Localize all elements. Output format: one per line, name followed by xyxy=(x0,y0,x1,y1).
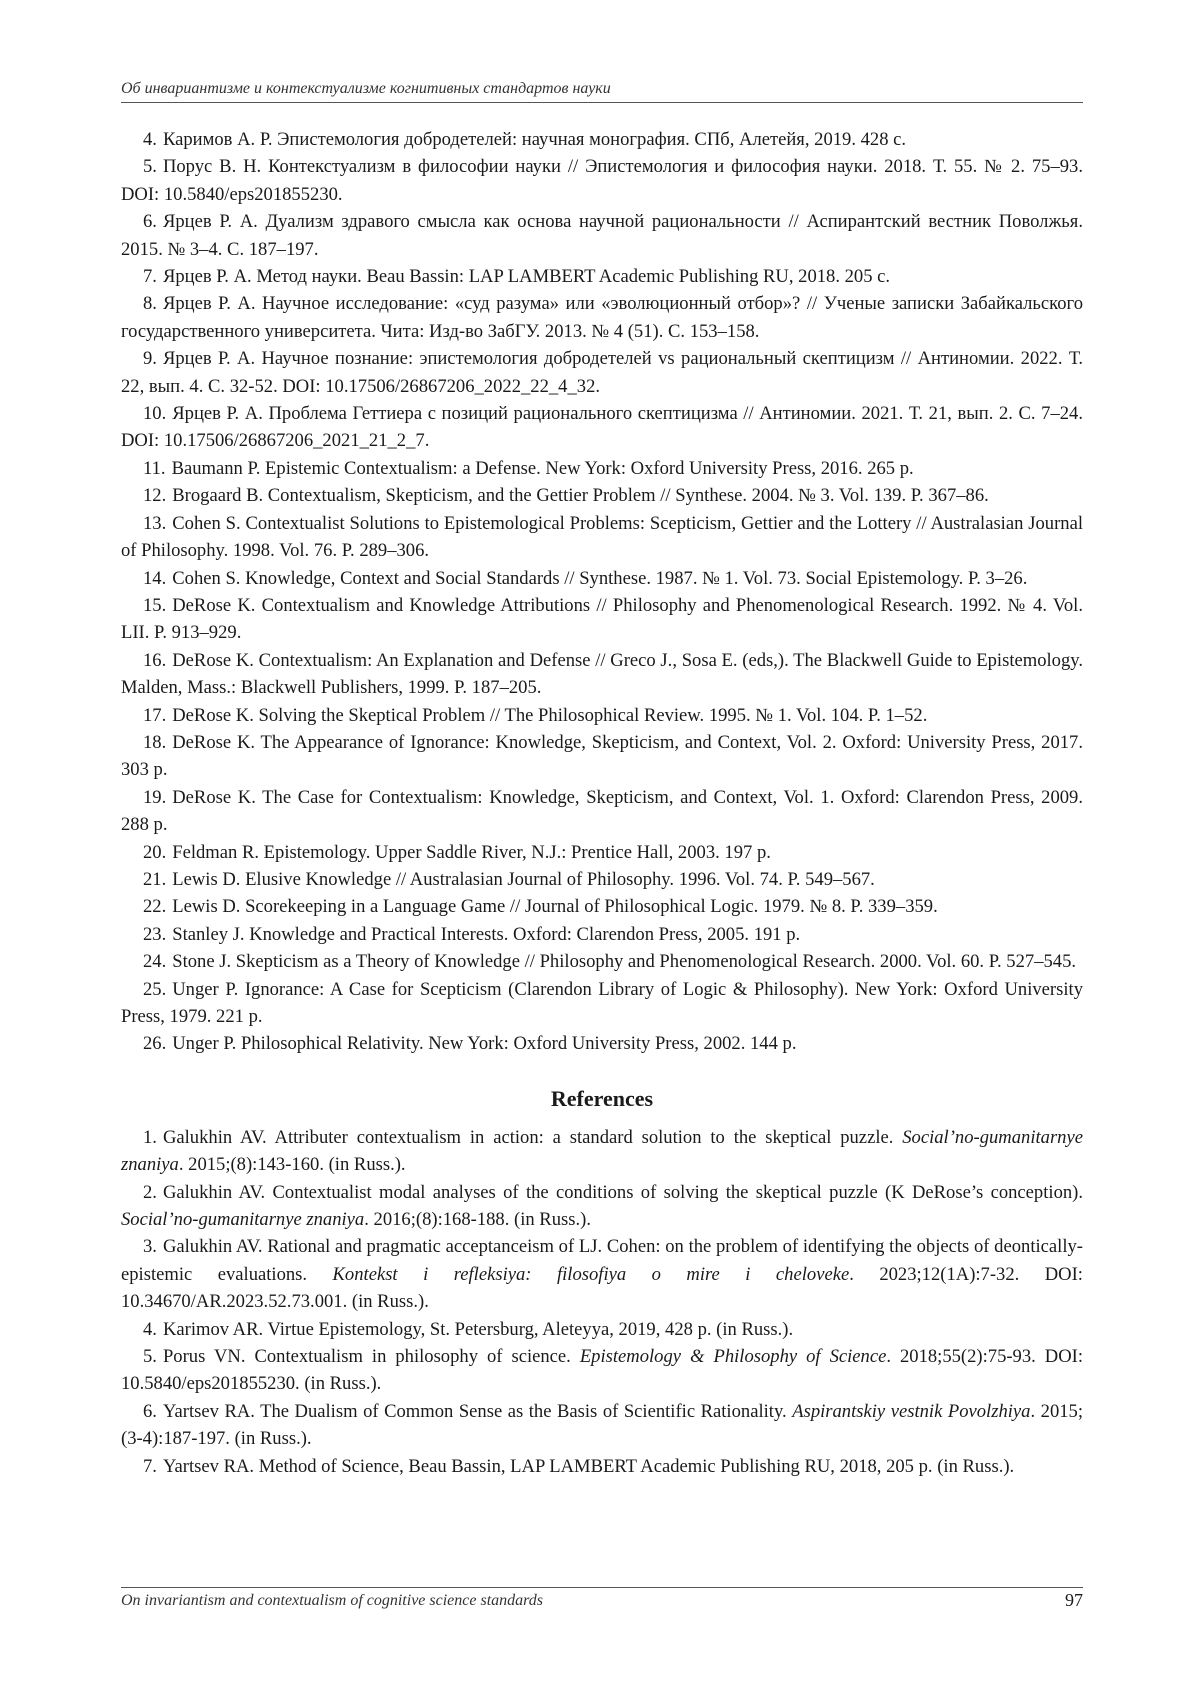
reference-text: Stanley J. Knowledge and Practical Interests. Oxford: Clarendon Press, 2005. 191 p. xyxy=(172,923,801,945)
reference-number: 15. xyxy=(143,594,167,616)
reference-number: 19. xyxy=(143,786,167,808)
reference-text: Ярцев Р. А. Дуализм здравого смысла как основа научной рациональности // Аспирантский вестник Поволжья. 2015. № 3–4. С. 187–197. xyxy=(121,211,1083,260)
reference-number: 6. xyxy=(143,211,157,233)
reference-number: 16. xyxy=(143,649,167,671)
reference-item xyxy=(121,893,1083,920)
reference-text: Порус В. Н. Контекстуализм в философии науки // Эпистемология и философия науки. 2018. Т. 55. № 2. 75–93. DOI: 10.5840/eps201855230. xyxy=(121,156,1083,205)
reference-item xyxy=(121,1233,1083,1315)
running-header: Об инвариантизме и контекстуализме когнитивных стандартов науки xyxy=(121,80,1083,103)
reference-text: Cohen S. Knowledge, Context and Social Standards // Synthese. 1987. № 1. Vol. 73. Social Epistemology. P. 3–26. xyxy=(172,567,1028,589)
reference-number: 25. xyxy=(143,978,167,1000)
reference-number: 7. xyxy=(143,1455,157,1477)
reference-number: 10. xyxy=(143,403,167,425)
reference-item xyxy=(121,455,1083,482)
reference-number: 23. xyxy=(143,923,167,945)
reference-text: DeRose K. The Appearance of Ignorance: Knowledge, Skepticism, and Context, Vol. 2. Oxford: University Press, 2017. 303 p. xyxy=(121,731,1083,781)
reference-number: 12. xyxy=(143,485,167,507)
reference-text: Lewis D. Scorekeeping in a Language Game // Journal of Philosophical Logic. 1979. № 8. P. 339–359. xyxy=(172,896,938,918)
reference-number: 24. xyxy=(143,951,167,973)
reference-number: 1. xyxy=(143,1126,157,1148)
reference-number: 4. xyxy=(143,129,157,150)
reference-number: 7. xyxy=(143,266,157,288)
reference-text: Karimov AR. Virtue Epistemology, St. Petersburg, Aleteyya, 2019, 428 p. (in Russ.). xyxy=(162,1318,794,1340)
reference-item xyxy=(121,976,1083,1031)
reference-details: . 2015;(3-4):187-197. (in Russ.). xyxy=(121,1400,1084,1450)
reference-number: 9. xyxy=(143,348,157,370)
reference-text: Unger P. Philosophical Relativity. New York: Oxford University Press, 2002. 144 p. xyxy=(172,1033,797,1055)
reference-item xyxy=(121,1398,1083,1453)
reference-details: . 2015;(8):143-160. (in Russ.). xyxy=(178,1154,406,1176)
reference-item xyxy=(121,866,1083,893)
reference-item xyxy=(121,784,1083,839)
reference-item xyxy=(121,839,1083,866)
journal-title: Social’no-gumanitarnye znaniya xyxy=(121,1209,365,1231)
reference-item xyxy=(121,208,1083,263)
reference-item xyxy=(121,1179,1083,1234)
reference-text: DeRose K. Solving the Skeptical Problem // The Philosophical Review. 1995. № 1. Vol. 104. P. 1–52. xyxy=(172,704,928,726)
reference-text: Ярцев Р. А. Научное познание: эпистемология добродетелей vs рациональный скептицизм // Антиномии. 2022. Т. 22, вып. 4. С. 32-52. DOI: 10.17506/26867206_2022_22_4_32. xyxy=(121,348,1083,397)
reference-number: 18. xyxy=(143,731,167,753)
reference-text: DeRose K. Contextualism and Knowledge Attributions // Philosophy and Phenomenological Research. 1992. № 4. Vol. LII. P. 913–929. xyxy=(121,594,1083,644)
page-number: 97 xyxy=(1065,1590,1083,1610)
reference-item xyxy=(121,153,1083,208)
reference-details: . 2016;(8):168-188. (in Russ.). xyxy=(364,1209,591,1231)
reference-text: Baumann P. Epistemic Contextualism: a Defense. New York: Oxford University Press, 2016. 265 p. xyxy=(171,457,914,479)
reference-item xyxy=(121,345,1083,400)
reference-item xyxy=(121,647,1083,702)
content xyxy=(121,126,1083,1480)
reference-item xyxy=(121,948,1083,975)
reference-number: 21. xyxy=(143,868,167,890)
reference-text: Unger P. Ignorance: A Case for Scepticism (Clarendon Library of Logic & Philosophy). New York: Oxford University Press, 1979. 221 p. xyxy=(121,978,1083,1027)
reference-item xyxy=(121,729,1083,784)
reference-number: 22. xyxy=(143,896,167,918)
reference-details: . 2023;12(1A):7-32. DOI: 10.34670/AR.2023.52.73.001. (in Russ.). xyxy=(121,1263,1083,1313)
reference-text: DeRose K. Contextualism: An Explanation and Defense // Greco J., Sosa E. (eds,). The Blackwell Guide to Epistemology. Malden, Mass.: Blackwell Publishers, 1999. P. 187–205. xyxy=(121,649,1083,699)
reference-item xyxy=(121,1453,1083,1480)
reference-number: 6. xyxy=(143,1400,157,1422)
reference-text: Stone J. Skepticism as a Theory of Knowledge // Philosophy and Phenomenological Research. 2000. Vol. 60. P. 527–545. xyxy=(172,951,1077,973)
reference-text: DeRose K. The Case for Contextualism: Knowledge, Skepticism, and Context, Vol. 1. Oxford: Clarendon Press, 2009. 288 p. xyxy=(121,786,1083,836)
reference-item xyxy=(121,400,1083,455)
reference-item xyxy=(121,921,1083,948)
reference-text: Yartsev RA. The Dualism of Common Sense as the Basis of Scientific Rationality. xyxy=(162,1400,793,1422)
reference-details: . 2018;55(2):75-93. DOI: 10.5840/eps201855230. (in Russ.). xyxy=(121,1346,1084,1395)
reference-text: Lewis D. Elusive Knowledge // Australasian Journal of Philosophy. 1996. Vol. 74. P. 549–567. xyxy=(172,868,875,890)
reference-text: Galukhin AV. Rational and pragmatic acceptanceism of LJ. Cohen: on the problem of identifying the objects of deontically-epistemic evaluations. xyxy=(121,1236,1083,1285)
journal-title: Social’no-gumanitarnye znaniya xyxy=(121,1126,1083,1176)
reference-text: Cohen S. Contextualist Solutions to Epistemological Problems: Scepticism, Gettier and the Lottery // Australasian Journal of Philosophy. 1998. Vol. 76. P. 289–306. xyxy=(121,512,1083,562)
reference-item xyxy=(121,1343,1083,1398)
bibliography-list xyxy=(121,126,1083,1058)
reference-number: 20. xyxy=(143,841,167,863)
reference-item xyxy=(121,290,1083,345)
reference-text: Ярцев Р. А. Проблема Геттиера с позиций рационального скептицизма // Антиномии. 2021. Т. 21, вып. 2. С. 7–24. DOI: 10.17506/26867206_2021_21_2_7. xyxy=(121,403,1083,452)
reference-item xyxy=(121,1030,1083,1057)
reference-number: 4. xyxy=(143,1318,157,1340)
reference-number: 26. xyxy=(143,1033,167,1055)
reference-item xyxy=(121,565,1083,592)
journal-title: Kontekst i refleksiya: filosofiya o mire i cheloveke xyxy=(332,1263,850,1285)
reference-text: Yartsev RA. Method of Science, Beau Bassin, LAP LAMBERT Academic Publishing RU, 2018, 205 p. (in Russ.). xyxy=(162,1455,1015,1477)
reference-item xyxy=(121,510,1083,565)
reference-text: Ярцев Р. А. Научное исследование: «суд разума» или «эволюционный отбор»? // Ученые записки Забайкальского государственного университета. Чита: Изд-во ЗабГУ. 2013. № 4 (51). С. 153–158. xyxy=(121,293,1083,342)
journal-title: Aspirantskiy vestnik Povolzhiya xyxy=(792,1400,1031,1422)
reference-item xyxy=(121,702,1083,729)
reference-text: Galukhin AV. Attributer contextualism in action: a standard solution to the skeptical puzzle. xyxy=(162,1126,903,1148)
references-heading: References xyxy=(550,1085,654,1111)
reference-number: 11. xyxy=(143,457,166,479)
footer-title: On invariantism and contextualism of cognitive science standards xyxy=(121,1592,544,1609)
reference-item xyxy=(121,126,1083,153)
reference-text: Каримов А. Р. Эпистемология добродетелей: научная монография. СПб, Алетейя, 2019. 428 с. xyxy=(162,129,907,150)
reference-item xyxy=(121,1124,1083,1179)
reference-number: 13. xyxy=(143,512,167,534)
reference-number: 5. xyxy=(143,156,157,178)
reference-item xyxy=(121,1316,1083,1343)
reference-number: 17. xyxy=(143,704,167,726)
reference-text: Brogaard B. Contextualism, Skepticism, and the Gettier Problem // Synthese. 2004. № 3. Vol. 139. P. 367–86. xyxy=(172,485,989,507)
reference-item xyxy=(121,482,1083,509)
reference-number: 8. xyxy=(143,293,157,315)
reference-text: Galukhin AV. Contextualist modal analyses of the conditions of solving the skeptical puzzle (K DeRose’s conception). xyxy=(162,1181,1083,1203)
journal-title: Epistemology & Philosophy of Science xyxy=(579,1346,887,1368)
reference-number: 14. xyxy=(143,567,167,589)
reference-number: 2. xyxy=(143,1181,157,1203)
reference-text: Porus VN. Contextualism in philosophy of science. xyxy=(162,1346,580,1368)
running-footer xyxy=(121,1587,1083,1610)
reference-item xyxy=(121,592,1083,647)
reference-number: 3. xyxy=(143,1236,157,1258)
reference-text: Feldman R. Epistemology. Upper Saddle River, N.J.: Prentice Hall, 2003. 197 p. xyxy=(172,841,771,863)
reference-item xyxy=(121,263,1083,290)
reference-number: 5. xyxy=(143,1346,157,1368)
references-list xyxy=(121,1124,1083,1480)
reference-text: Ярцев Р. А. Метод науки. Beau Bassin: LAP LAMBERT Academic Publishing RU, 2018. 205 с. xyxy=(162,266,891,288)
